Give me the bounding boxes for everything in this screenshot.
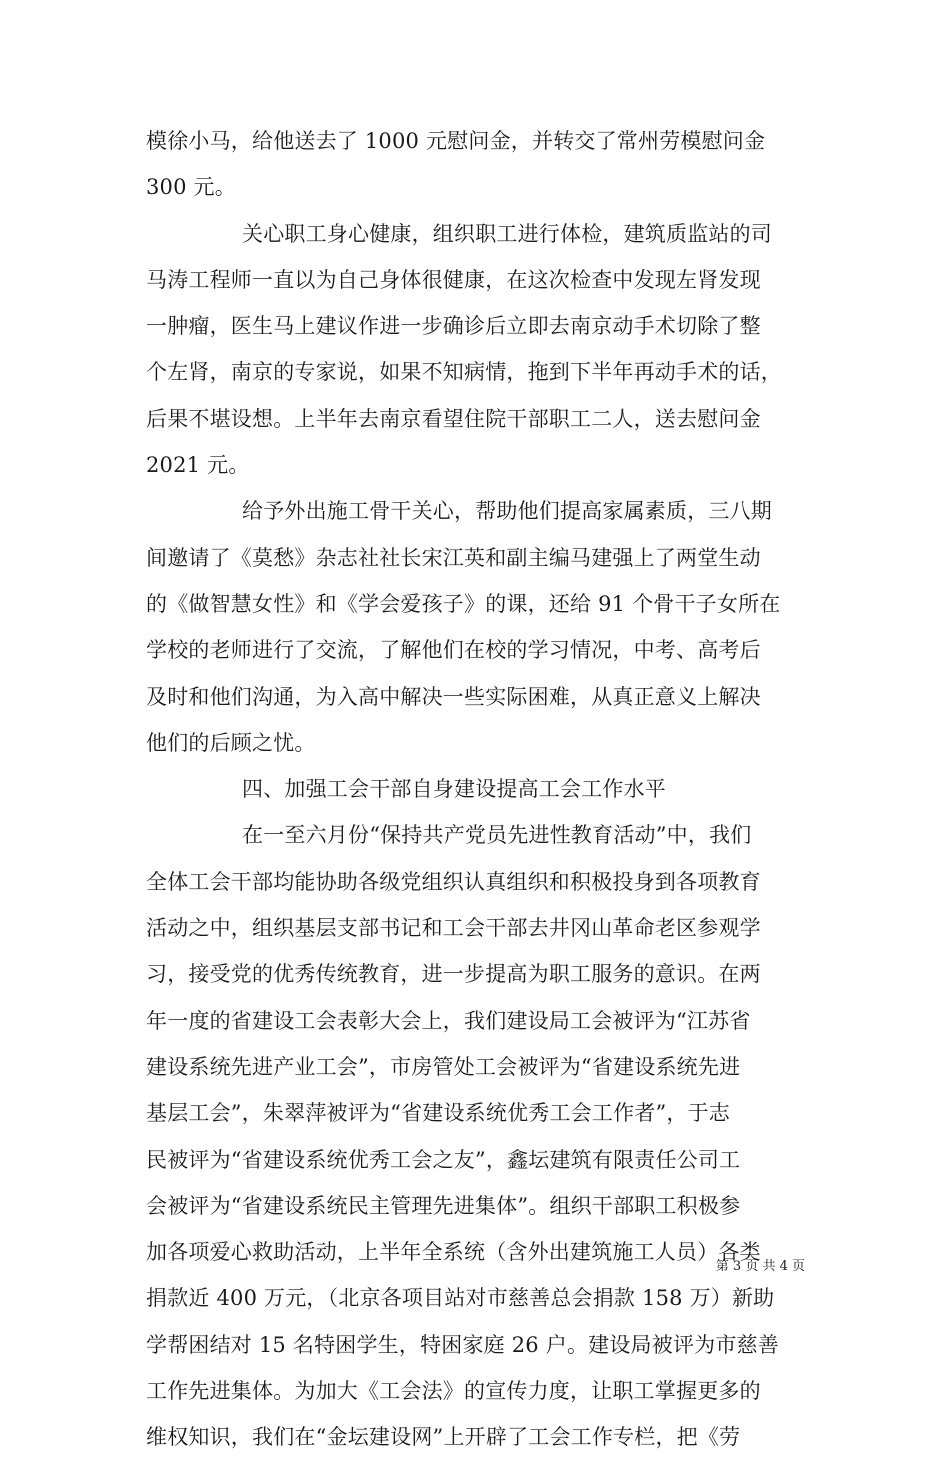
text-line: 习，接受党的优秀传统教育，进一步提高为职工服务的意识。在两: [146, 962, 761, 987]
text-line: 间邀请了《莫愁》杂志社社长宋江英和副主编马建强上了两堂生动: [146, 545, 761, 570]
text-line: 学校的老师进行了交流，了解他们在校的学习情况，中考、高考后: [146, 638, 761, 663]
text-line: 基层工会”，朱翠萍被评为“省建设系统优秀工会工作者”，于志: [146, 1101, 731, 1126]
paragraph-start-line: 给予外出施工骨干关心，帮助他们提高家属素质，三八期: [242, 499, 772, 524]
text-line: 他们的后顾之忧。: [146, 730, 316, 755]
text-line: 工作先进集体。为加大《工会法》的宣传力度，让职工掌握更多的: [146, 1379, 761, 1404]
page-number-footer: 第 3 页 共 4 页: [715, 1259, 805, 1274]
text-line: 及时和他们沟通，为入高中解决一些实际困难，从真正意义上解决: [146, 684, 761, 709]
text-line: 的《做智慧女性》和《学会爱孩子》的课，还给 91 个骨干子女所在: [146, 591, 781, 616]
section-heading: 四、加强工会干部自身建设提高工会工作水平: [242, 777, 666, 802]
text-line: 维权知识，我们在“金坛建设网”上开辟了工会工作专栏，把《劳: [146, 1425, 741, 1450]
text-line: 模徐小马，给他送去了 1000 元慰问金，并转交了常州劳模慰问金: [146, 129, 766, 153]
text-line: 全体工会干部均能协助各级党组织认真组织和积极投身到各项教育: [146, 869, 761, 894]
text-line: 个左肾，南京的专家说，如果不知病情，拖到下半年再动手术的话，: [146, 360, 782, 385]
text-line: 一肿瘤，医生马上建议作进一步确诊后立即去南京动手术切除了整: [146, 314, 761, 339]
text-line: 会被评为“省建设系统民主管理先进集体”。组织干部职工积极参: [146, 1193, 741, 1218]
paragraph-start-line: 在一至六月份“保持共产党员先进性教育活动”中，我们: [242, 823, 752, 848]
text-line: 学帮困结对 15 名特困学生，特困家庭 26 户。建设局被评为市慈善: [146, 1332, 779, 1357]
text-line: 民被评为“省建设系统优秀工会之友”，鑫坛建筑有限责任公司工: [146, 1147, 741, 1172]
text-line: 马涛工程师一直以为自己身体很健康，在这次检查中发现左肾发现: [146, 267, 761, 292]
text-line: 300 元。: [146, 175, 236, 200]
text-line: 捐款近 400 万元，（北京各项目站对市慈善总会捐款 158 万）新助: [146, 1286, 775, 1311]
text-line: 年一度的省建设工会表彰大会上，我们建设局工会被评为“江苏省: [146, 1008, 751, 1033]
paragraph-start-line: 关心职工身心健康，组织职工进行体检，建筑质监站的司: [242, 221, 772, 246]
text-line: 后果不堪设想。上半年去南京看望住院干部职工二人，送去慰问金: [146, 406, 761, 431]
text-line: 加各项爱心救助活动，上半年全系统（含外出建筑施工人员）各类: [146, 1240, 761, 1265]
text-line: 2021 元。: [146, 453, 250, 478]
text-line: 活动之中，组织基层支部书记和工会干部去井冈山革命老区参观学: [146, 916, 761, 941]
text-line: 建设系统先进产业工会”，市房管处工会被评为“省建设系统先进: [146, 1054, 741, 1079]
